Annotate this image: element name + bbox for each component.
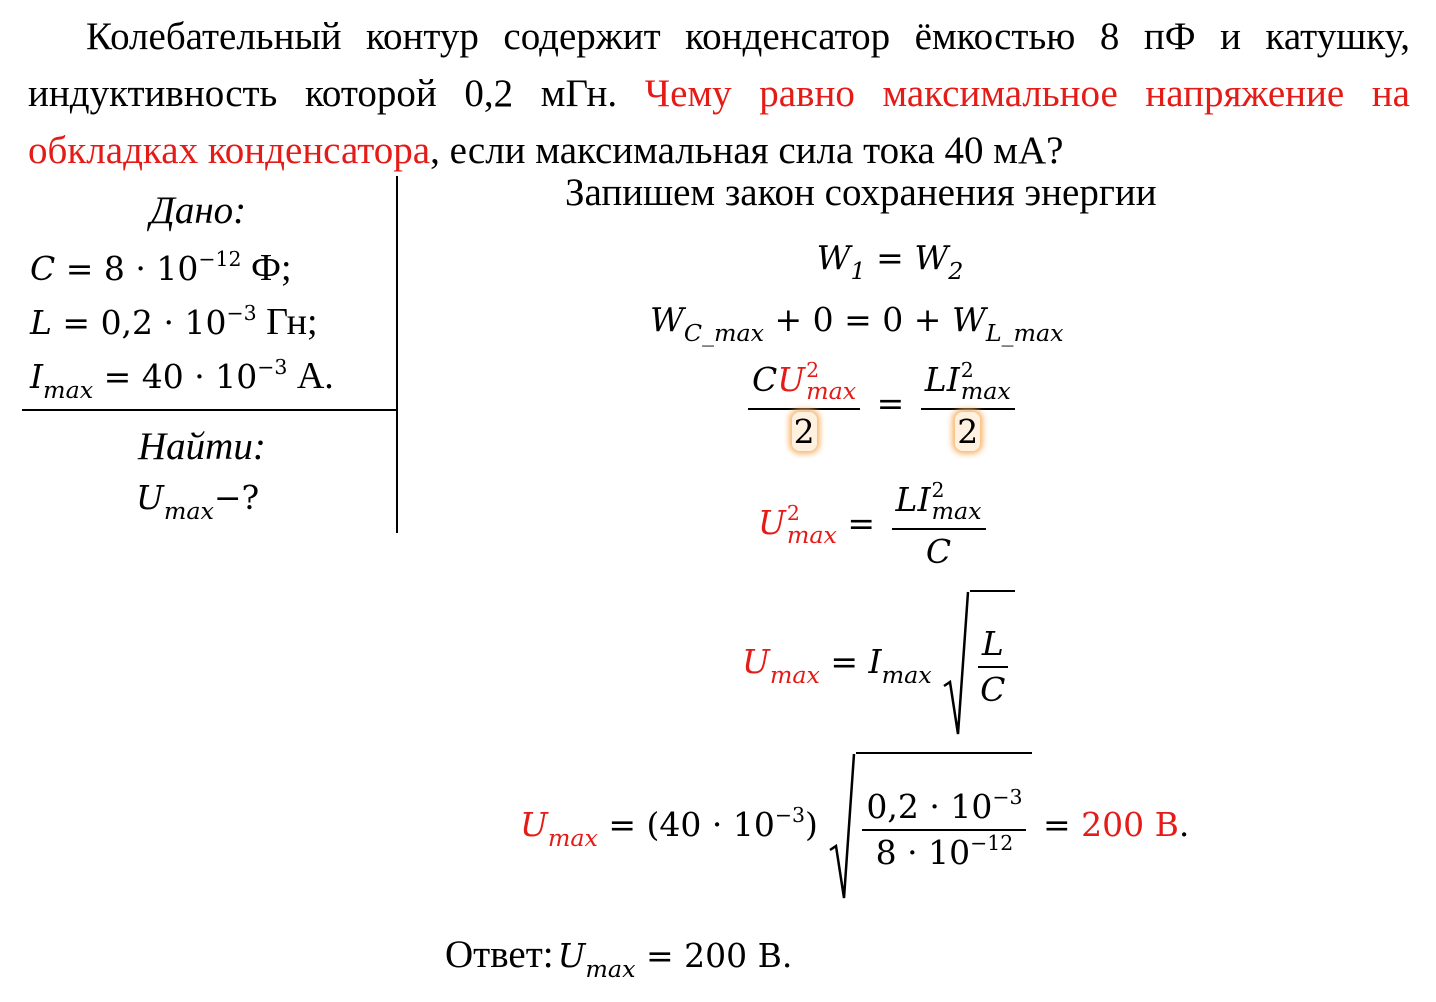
answer-line: Ответ: $U_{max} = 200$ В. [445,933,793,983]
solution-intro: Запишем закон сохранения энергии [565,171,1157,214]
answer-label: Ответ: [445,933,554,976]
problem-statement [28,8,1410,179]
equation-voltage-formula: $U_{max} = I_{max}$ $\frac{L}{C}$ [742,590,1015,738]
given-title: Дано: [150,189,247,232]
answer-value: = 200 В. [645,936,793,975]
problem-text: Колебательный контур содержит конденсатор ёмкостью 8 пФ и катушку, индуктивность которой 0,2 мГн. [28,15,1410,115]
problem-text-end: , если максимальная сила тока 40 мА? [430,129,1064,172]
result-value: 200 В [1081,805,1179,844]
given-horizontal-divider [22,409,398,411]
find-title: Найти: [138,425,266,468]
given-capacitance: $C = 8 \cdot 10^{-12}$ Ф; [30,247,292,289]
given-inductance: $L = 0,2 \cdot 10^{-3}$ Гн; [30,301,318,343]
equation-numeric-calculation: $U_{max} = (40 \cdot 10^{-3})$ $\frac{0,2 \cdot 10^{-3}}{8 \cdot 10^{-12}}$ = 200 В. [520,752,1189,902]
equation-energy-expanded: $W_{C\_max} + 0 = 0 + W_{L\_max}$ [650,300,1064,347]
square-root-icon: $\frac{0,2 \cdot 10^{-3}}{8 \cdot 10^{-12}}$ [828,752,1032,902]
given-vertical-divider [396,176,398,533]
equation-voltage-squared: U 2 max = LI 2 max C [758,480,992,571]
equation-energy-balance: $W_1 = W_2$ [816,238,964,285]
find-value: $U_{max}-$? [136,478,260,525]
given-current: $I_{max} = 40 \cdot 10^{-3}$ А. [30,355,334,404]
square-root-icon: $\frac{L}{C}$ [942,590,1015,738]
problem-question: Чему равно максимальное напряжение на обкладках конденсатора [28,72,1410,172]
equation-energy-formulas: CU 2 max 2 = LI 2 max 2 [742,360,1021,451]
